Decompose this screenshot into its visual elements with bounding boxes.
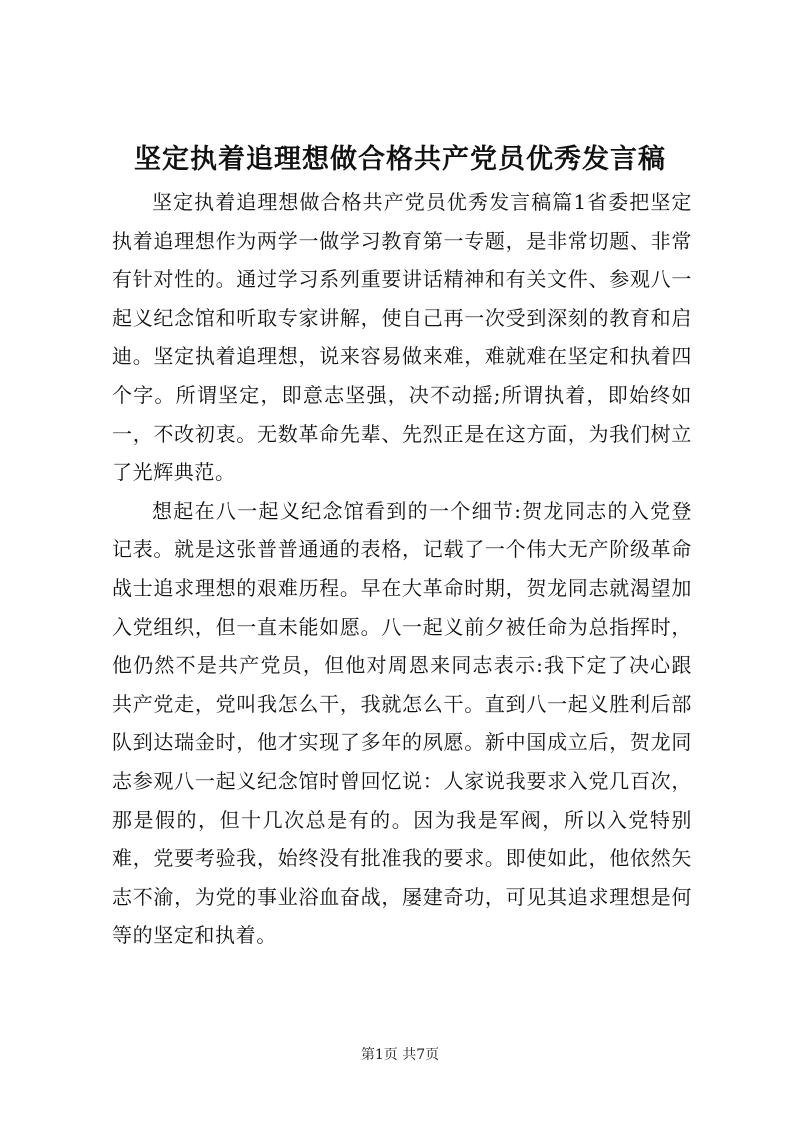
paragraph-2: 想起在八一起义纪念馆看到的一个细节:贺龙同志的入党登记表。就是这张普普通通的表格，记载了一个伟大无产阶级革命战士追求理想的艰难历程。早在大革命时期，贺龙同志就渴望加入党组织，但一直未能如愿。八一起义前夕被任命为总指挥时，他仍然不是共产党员，但他对周恩来同志表示:我下定了决心跟共产党走，党叫我怎么干，我就怎么干。直到八一起义胜利后部队到达瑞金时，他才实现了多年的夙愿。新中国成立后，贺龙同志参观八一起义纪念馆时曾回忆说：人家说我要求入党几百次，那是假的，但十几次总是有的。因为我是军阀，所以入党特别难，党要考验我，始终没有批准我的要求。即使如此，他依然矢志不渝，为党的事业浴血奋战，屡建奇功，可见其追求理想是何等的坚定和执着。 xyxy=(112,498,692,948)
paragraph-1: 坚定执着追理想做合格共产党员优秀发言稿篇1省委把坚定执着追理想作为两学一做学习教育第一专题，是非常切题、非常有针对性的。通过学习系列重要讲话精神和有关文件、参观八一起义纪念馆和听取专家讲解，使自己再一次受到深刻的教育和启迪。坚定执着追理想，说来容易做来难，难就难在坚定和执着四个字。所谓坚定，即意志坚强，决不动摇;所谓执着，即始终如一，不改初衷。无数革命先辈、先烈正是在这方面，为我们树立了光辉典范。 xyxy=(112,190,692,485)
document-body xyxy=(112,183,692,955)
page-number-footer: 第1页 共7页 xyxy=(360,1047,440,1063)
document-title: 坚定执着追理想做合格共产党员优秀发言稿 xyxy=(134,144,666,175)
